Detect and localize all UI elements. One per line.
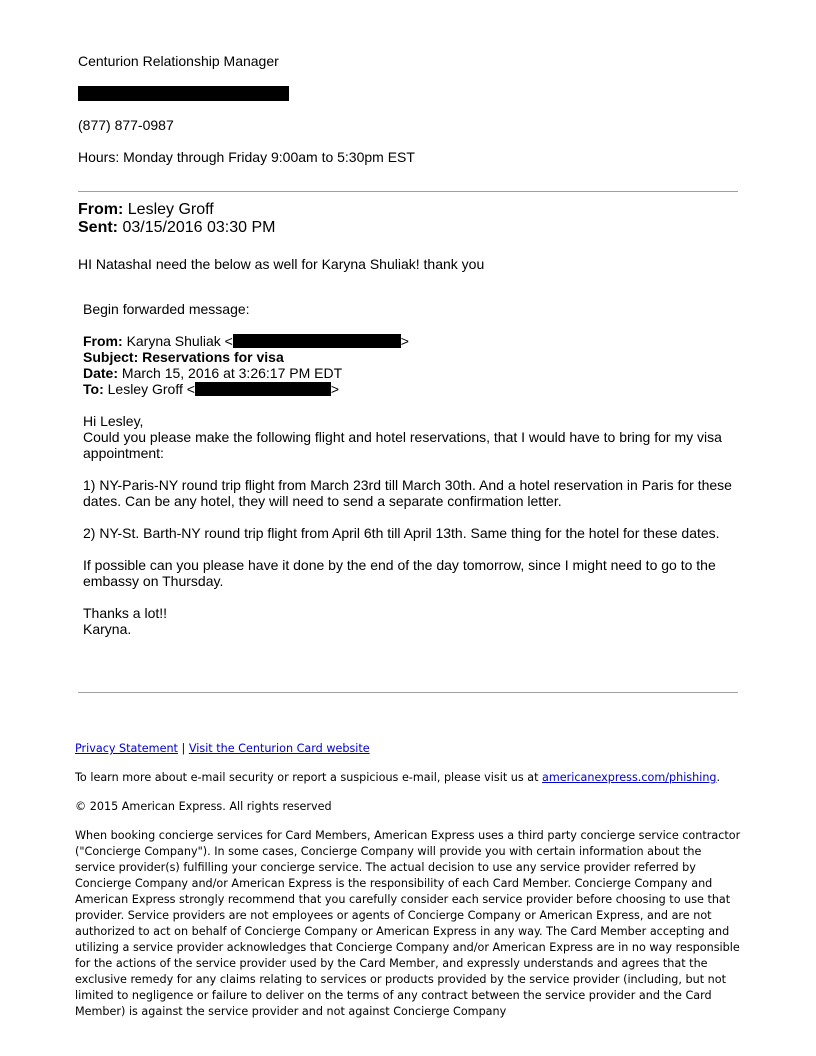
forwarded-to-close: > — [330, 381, 340, 397]
email-message: HI NatashaI need the below as well for Karyna Shuliak! thank you — [78, 256, 485, 272]
forwarded-para-4: If possible can you please have it done by the end of the day tomorrow, since I might need to go to the embassy on Thursday. — [83, 557, 716, 589]
security-notice-text: To learn more about e-mail security or report a suspicious e-mail, please visit us at — [75, 771, 543, 784]
footer-link-separator: | — [181, 742, 186, 755]
redacted-name — [78, 86, 289, 101]
footer-links — [75, 741, 745, 757]
forwarded-from-value: Karyna Shuliak < — [126, 333, 233, 349]
redacted-email — [233, 334, 401, 348]
forwarded-from — [83, 333, 733, 349]
forwarded-greeting: Hi Lesley, — [83, 413, 144, 429]
phishing-link[interactable]: americanexpress.com/phishing — [542, 771, 717, 784]
signature-hours: Hours: Monday through Friday 9:00am to 5:30pm EST — [78, 149, 415, 165]
email-sent-value: 03/15/2016 03:30 PM — [122, 219, 276, 236]
forwarded-subject-label: Subject: — [83, 349, 139, 365]
forwarded-date — [83, 365, 733, 381]
security-notice-end: . — [716, 771, 721, 784]
signature-title: Centurion Relationship Manager — [78, 53, 279, 69]
forwarded-from-label: From: — [83, 333, 123, 349]
email-from — [78, 201, 214, 219]
divider-bottom — [78, 692, 738, 693]
email-from-label: From: — [78, 201, 124, 218]
redacted-email — [195, 382, 331, 396]
centurion-website-link[interactable]: Visit the Centurion Card website — [188, 742, 370, 755]
forwarded-subject-value: Reservations for visa — [142, 349, 284, 365]
forwarded-date-label: Date: — [83, 365, 119, 381]
forwarded-para-3: 2) NY-St. Barth-NY round trip flight from April 6th till April 13th. Same thing for the hotel for these dates. — [83, 525, 720, 541]
email-sent — [78, 219, 275, 237]
forwarded-para-2: 1) NY-Paris-NY round trip flight from March 23rd till March 30th. And a hotel reservation in Paris for these dates. Can be any hotel, they will need to send a separate confirmation letter. — [83, 477, 732, 509]
forwarded-signoff: Karyna. — [83, 621, 132, 637]
security-notice — [75, 770, 745, 786]
forwarded-para-1: Could you please make the following flight and hotel reservations, that I would have to bring for my visa appointment: — [83, 429, 722, 461]
forwarded-to-label: To: — [83, 381, 104, 397]
privacy-statement-link[interactable]: Privacy Statement — [75, 742, 178, 755]
signature-phone: (877) 877-0987 — [78, 117, 174, 133]
disclaimer: When booking concierge services for Card Members, American Express uses a third party concierge service contractor ("Concierge Company"). In some cases, Concierge Company will provide you with certain information about the service provider(s) fulfilling your concierge service. The actual decision to use any service provider referred by Concierge Company and/or American Express is the responsibility of each Card Member. Concierge Company and American Express strongly recommend that you carefully consider each service provider before choosing to use that provider. Service providers are not employees or agents of Concierge Company or American Express, and are not authorized to act on behalf of Concierge Company or American Express in any way. The Card Member accepting and utilizing a service provider acknowledges that Concierge Company and/or American Express are in no way responsible for the actions of the service provider used by the Card Member, and expressly understands and agrees that the exclusive remedy for any claims relating to services or products provided by the service provider (including, but not limited to negligence or failure to deliver on the terms of any contract between the service provider and the Card Member) is against the service provider and not against Concierge Company — [75, 829, 741, 1018]
email-sent-label: Sent: — [78, 219, 118, 236]
divider-top — [78, 191, 738, 192]
forwarded-intro: Begin forwarded message: — [83, 301, 250, 317]
email-from-value: Lesley Groff — [127, 201, 214, 218]
forwarded-from-close: > — [400, 333, 409, 349]
forwarded-date-value: March 15, 2016 at 3:26:17 PM EDT — [121, 365, 343, 381]
copyright: © 2015 American Express. All rights reserved — [75, 800, 332, 813]
forwarded-thanks: Thanks a lot!! — [83, 605, 168, 621]
forwarded-to-value: Lesley Groff < — [107, 381, 195, 397]
forwarded-subject — [83, 349, 733, 365]
forwarded-to — [83, 381, 733, 397]
